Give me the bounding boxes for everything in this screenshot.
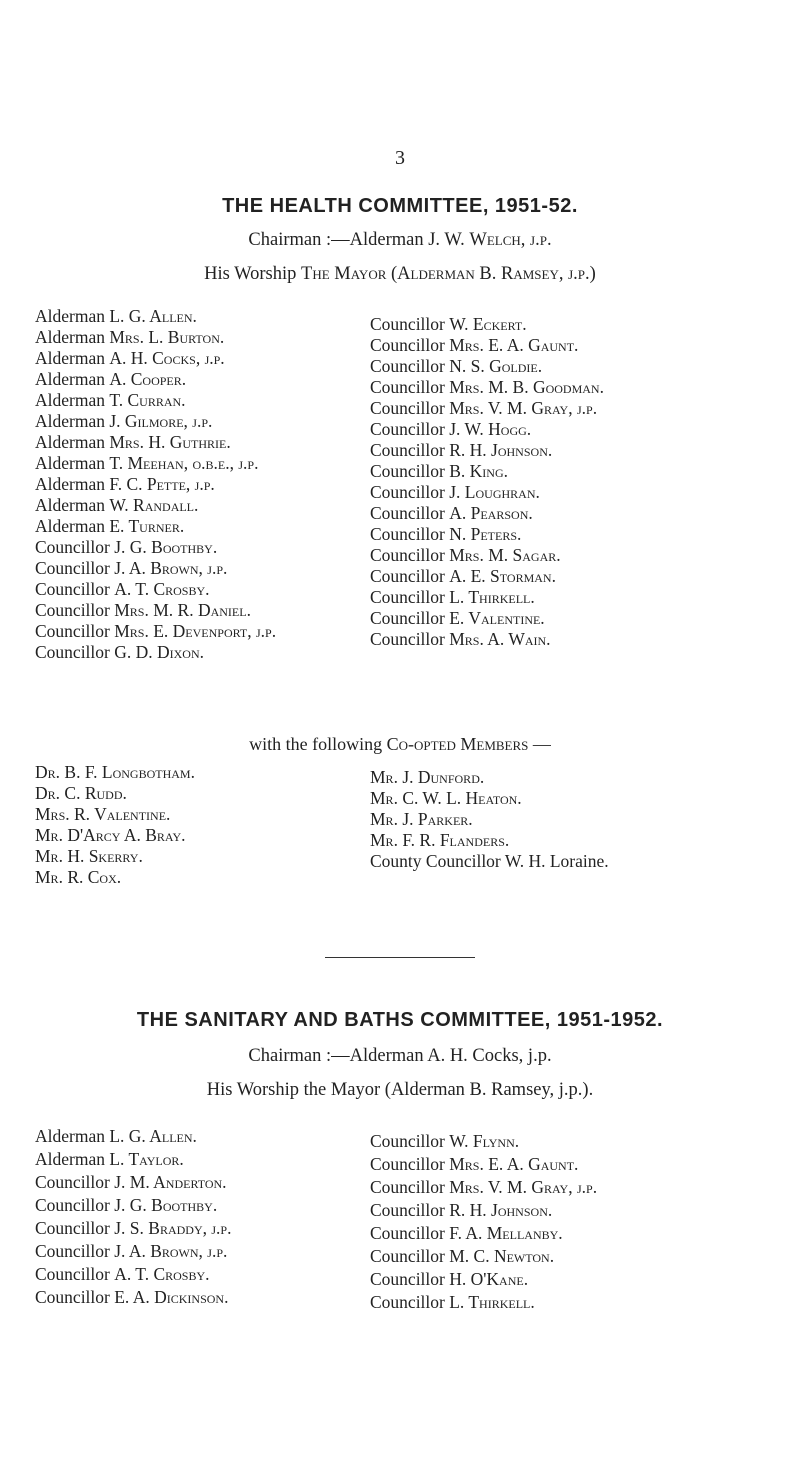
health-mayor-line bbox=[0, 264, 800, 285]
member-row: Alderman A. H. Cocks, j.p. bbox=[35, 348, 225, 368]
member-row: Councillor G. D. Dixon. bbox=[35, 642, 205, 662]
sanitary-members-left bbox=[35, 1125, 231, 1309]
health-members-right bbox=[370, 314, 604, 650]
list-item: Dr. C. Rudd. bbox=[35, 783, 127, 803]
member-row: Councillor J. A. Brown, j.p. bbox=[35, 558, 228, 578]
member-row: Councillor E. A. Dickinson. bbox=[35, 1287, 229, 1307]
member-row: Alderman Mrs. L. Burton. bbox=[35, 327, 225, 347]
member-row: Alderman F. C. Pette, j.p. bbox=[35, 474, 215, 494]
member-row: Councillor Mrs. E. A. Gaunt. bbox=[370, 1154, 579, 1174]
sanitary-committee-title: THE SANITARY AND BATHS COMMITTEE, 1951-1952. bbox=[136, 1009, 664, 1031]
member-row: Councillor W. Flynn. bbox=[370, 1131, 520, 1151]
member-row: Councillor J. A. Brown, j.p. bbox=[35, 1241, 228, 1261]
member-row: Alderman W. Randall. bbox=[35, 495, 199, 515]
member-row: Councillor L. Thirkell. bbox=[370, 1292, 535, 1312]
member-row: Councillor W. Eckert. bbox=[370, 314, 527, 334]
list-item: Mr. C. W. L. Heaton. bbox=[370, 788, 522, 808]
health-chairman-prefix: Chairman :—Alderman J. W. bbox=[248, 230, 465, 250]
member-row: Alderman L. Taylor. bbox=[35, 1149, 184, 1169]
coopted-members-left bbox=[35, 762, 195, 888]
list-item: Dr. B. F. Longbotham. bbox=[35, 762, 195, 782]
health-chairman-name: Welch, j.p. bbox=[469, 230, 552, 250]
member-row: Councillor J. M. Anderton. bbox=[35, 1172, 227, 1192]
member-row: Councillor Mrs. M. R. Daniel. bbox=[35, 600, 251, 620]
list-item: Mr. F. R. Flanders. bbox=[370, 830, 510, 850]
member-row: Councillor A. Pearson. bbox=[370, 503, 533, 523]
member-row: Councillor J. G. Boothby. bbox=[35, 1195, 218, 1215]
member-row: Alderman J. Gilmore, j.p. bbox=[35, 411, 213, 431]
member-row: Councillor M. C. Newton. bbox=[370, 1246, 555, 1266]
health-mayor-name: The Mayor (Alderman B. Ramsey, j.p.) bbox=[301, 264, 596, 284]
member-row: Alderman L. G. Allen. bbox=[35, 306, 197, 326]
member-row: Councillor F. A. Mellanby. bbox=[370, 1223, 563, 1243]
page-number: 3 bbox=[395, 147, 405, 169]
list-item: County Councillor W. H. Loraine. bbox=[370, 851, 609, 871]
member-row: Alderman T. Meehan, o.b.e., j.p. bbox=[35, 453, 259, 473]
member-row: Alderman E. Turner. bbox=[35, 516, 185, 536]
member-row: Councillor E. Valentine. bbox=[370, 608, 545, 628]
member-row: Alderman A. Cooper. bbox=[35, 369, 187, 389]
member-row: Alderman Mrs. H. Guthrie. bbox=[35, 432, 231, 452]
member-row: Councillor Mrs. E. A. Gaunt. bbox=[370, 335, 579, 355]
sanitary-members-right bbox=[370, 1130, 597, 1314]
list-item: Mr. R. Cox. bbox=[35, 867, 122, 887]
member-row: Councillor H. O'Kane. bbox=[370, 1269, 529, 1289]
health-members-left bbox=[35, 306, 276, 663]
member-row: Councillor R. H. Johnson. bbox=[370, 440, 553, 460]
health-committee-title: THE HEALTH COMMITTEE, 1951-52. bbox=[222, 195, 578, 217]
member-row: Alderman L. G. Allen. bbox=[35, 1126, 197, 1146]
member-row: Councillor Mrs. V. M. Gray, j.p. bbox=[370, 1177, 598, 1197]
member-row: Councillor Mrs. E. Devenport, j.p. bbox=[35, 621, 277, 641]
member-row: Alderman T. Curran. bbox=[35, 390, 186, 410]
member-row: Councillor Mrs. V. M. Gray, j.p. bbox=[370, 398, 598, 418]
coopted-label: Co-opted Members — bbox=[386, 734, 551, 754]
member-row: Councillor N. Peters. bbox=[370, 524, 522, 544]
coopted-members-right bbox=[370, 767, 609, 872]
member-row: Councillor R. H. Johnson. bbox=[370, 1200, 553, 1220]
list-item: Mr. J. Dunford. bbox=[370, 767, 485, 787]
member-row: Councillor A. T. Crosby. bbox=[35, 1264, 210, 1284]
member-row: Councillor Mrs. M. Sagar. bbox=[370, 545, 561, 565]
member-row: Councillor J. G. Boothby. bbox=[35, 537, 218, 557]
member-row: Councillor B. King. bbox=[370, 461, 508, 481]
list-item: Mr. J. Parker. bbox=[370, 809, 473, 829]
member-row: Councillor Mrs. M. B. Goodman. bbox=[370, 377, 604, 397]
coopted-heading bbox=[0, 734, 800, 755]
member-row: Councillor Mrs. A. Wain. bbox=[370, 629, 551, 649]
coopted-prefix: with the following bbox=[249, 734, 383, 754]
sanitary-mayor-line: His Worship the Mayor (Alderman B. Ramsey, j.p.). bbox=[206, 1080, 594, 1100]
member-row: Councillor J. Loughran. bbox=[370, 482, 540, 502]
list-item: Mr. D'Arcy A. Bray. bbox=[35, 825, 186, 845]
health-mayor-prefix: His Worship bbox=[204, 264, 297, 284]
member-row: Councillor L. Thirkell. bbox=[370, 587, 535, 607]
member-row: Councillor A. E. Storman. bbox=[370, 566, 556, 586]
list-item: Mr. H. Skerry. bbox=[35, 846, 143, 866]
member-row: Councillor J. W. Hogg. bbox=[370, 419, 532, 439]
section-divider bbox=[325, 957, 475, 958]
sanitary-chairman-line: Chairman :—Alderman A. H. Cocks, j.p. bbox=[248, 1046, 552, 1066]
health-chairman-line bbox=[0, 230, 800, 251]
member-row: Councillor N. S. Goldie. bbox=[370, 356, 543, 376]
member-row: Councillor J. S. Braddy, j.p. bbox=[35, 1218, 232, 1238]
member-row: Councillor A. T. Crosby. bbox=[35, 579, 210, 599]
list-item: Mrs. R. Valentine. bbox=[35, 804, 171, 824]
